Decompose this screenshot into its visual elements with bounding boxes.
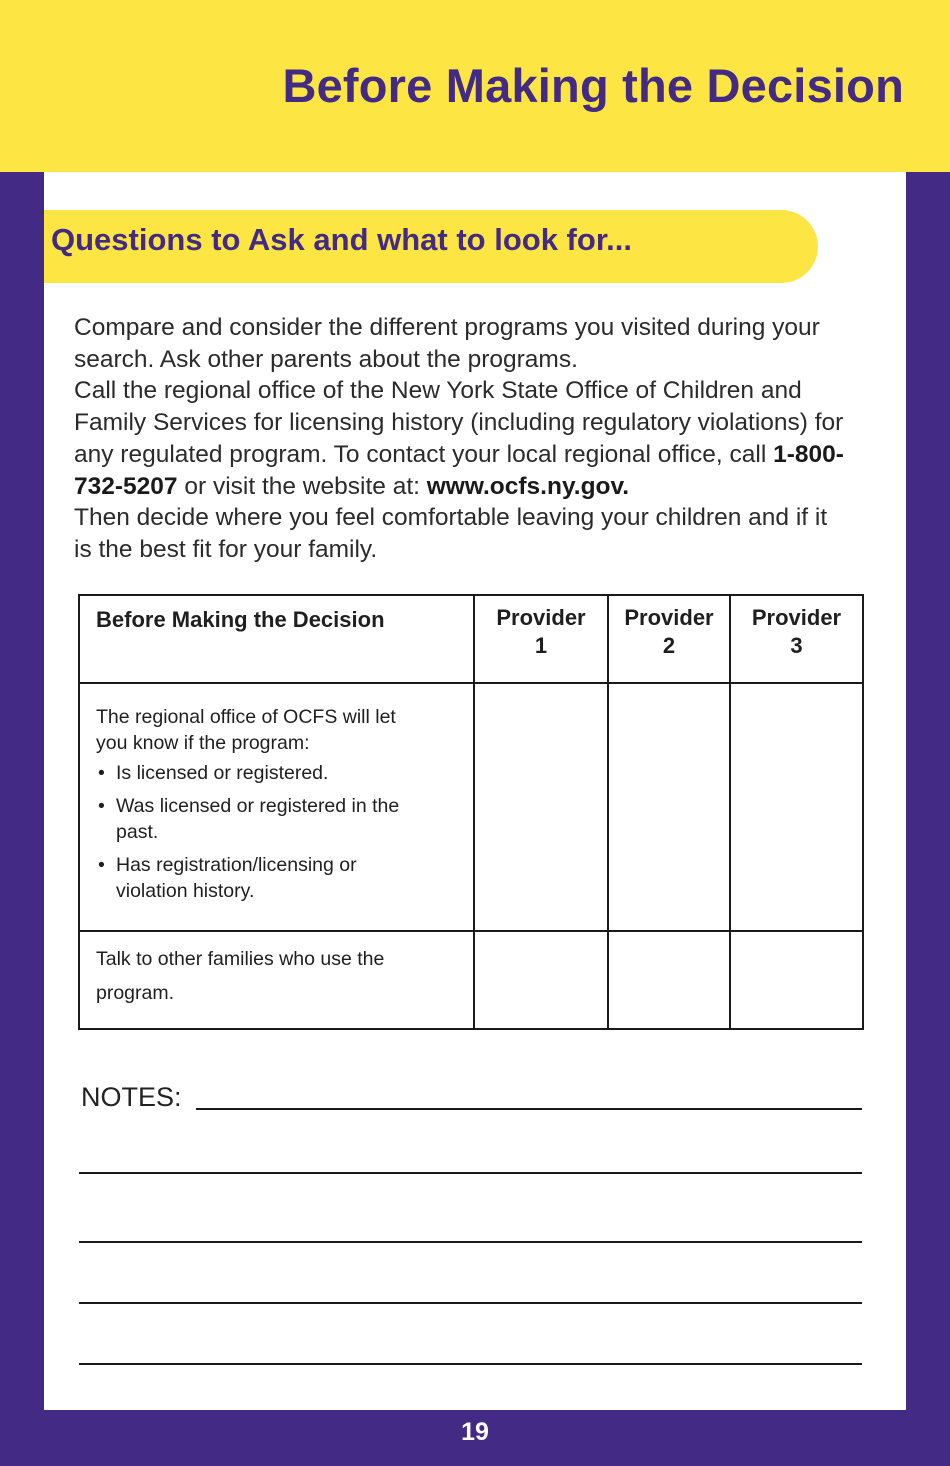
column-header-provider-3: Provider 3 — [730, 595, 863, 683]
provider-2-cell[interactable] — [608, 931, 730, 1029]
column-header-provider-2: Provider 2 — [608, 595, 730, 683]
content-panel — [44, 172, 906, 1410]
row-families-description — [79, 931, 474, 1029]
intro-paragraph-call — [74, 375, 844, 502]
list-item: • Has registration/licensing or violation history. — [96, 852, 391, 904]
row-ocfs-lead: The regional office of OCFS will let you know if the program: — [96, 706, 396, 754]
provider-1-cell[interactable] — [474, 683, 608, 931]
website-link[interactable]: www.ocfs.ny.gov. — [426, 472, 630, 500]
provider-2-cell[interactable] — [608, 683, 730, 931]
notes-line[interactable] — [79, 1172, 862, 1174]
notes-label: NOTES: — [81, 1082, 182, 1112]
provider-3-cell[interactable] — [730, 683, 863, 931]
header-band — [0, 0, 950, 172]
row-ocfs-description — [79, 683, 474, 931]
notes-line[interactable] — [196, 1108, 862, 1110]
column-header-provider-1: Provider 1 — [474, 595, 608, 683]
table-header-row — [79, 595, 863, 683]
intro-call-text: Call the regional office of the New York State Office of Children and Family Services for licensing history (including regulatory violations) for any regulated program. To contact your local regional office, call — [74, 377, 844, 468]
row-ocfs-bullets — [96, 760, 461, 904]
provider-1-cell[interactable] — [474, 931, 608, 1029]
phone-number: 1-800-732-5207 — [74, 440, 844, 500]
column-header-decision: Before Making the Decision — [79, 595, 474, 683]
intro-paragraph-decide: Then decide where you feel comfortable leaving your children and if it is the best fit for your family. — [74, 504, 828, 563]
decision-table — [78, 594, 864, 1030]
notes-line[interactable] — [79, 1302, 862, 1304]
page-title: Before Making the Decision — [282, 59, 904, 112]
table-row — [79, 683, 863, 931]
page-number: 19 — [461, 1418, 489, 1446]
intro-website-text: or visit the website at: — [177, 472, 427, 500]
intro-paragraph-compare: Compare and consider the different programs you visited during your search. Ask other parents about the programs. — [74, 314, 820, 373]
provider-3-cell[interactable] — [730, 931, 863, 1029]
row-families-text: Talk to other families who use the program. — [96, 948, 385, 1004]
section-heading: Questions to Ask and what to look for... — [51, 222, 633, 257]
table-row — [79, 931, 863, 1029]
list-item: • Was licensed or registered in the past. — [96, 793, 401, 845]
notes-line[interactable] — [79, 1241, 862, 1243]
list-item: • Is licensed or registered. — [96, 760, 461, 786]
intro-text — [74, 312, 844, 566]
notes-line[interactable] — [79, 1363, 862, 1365]
